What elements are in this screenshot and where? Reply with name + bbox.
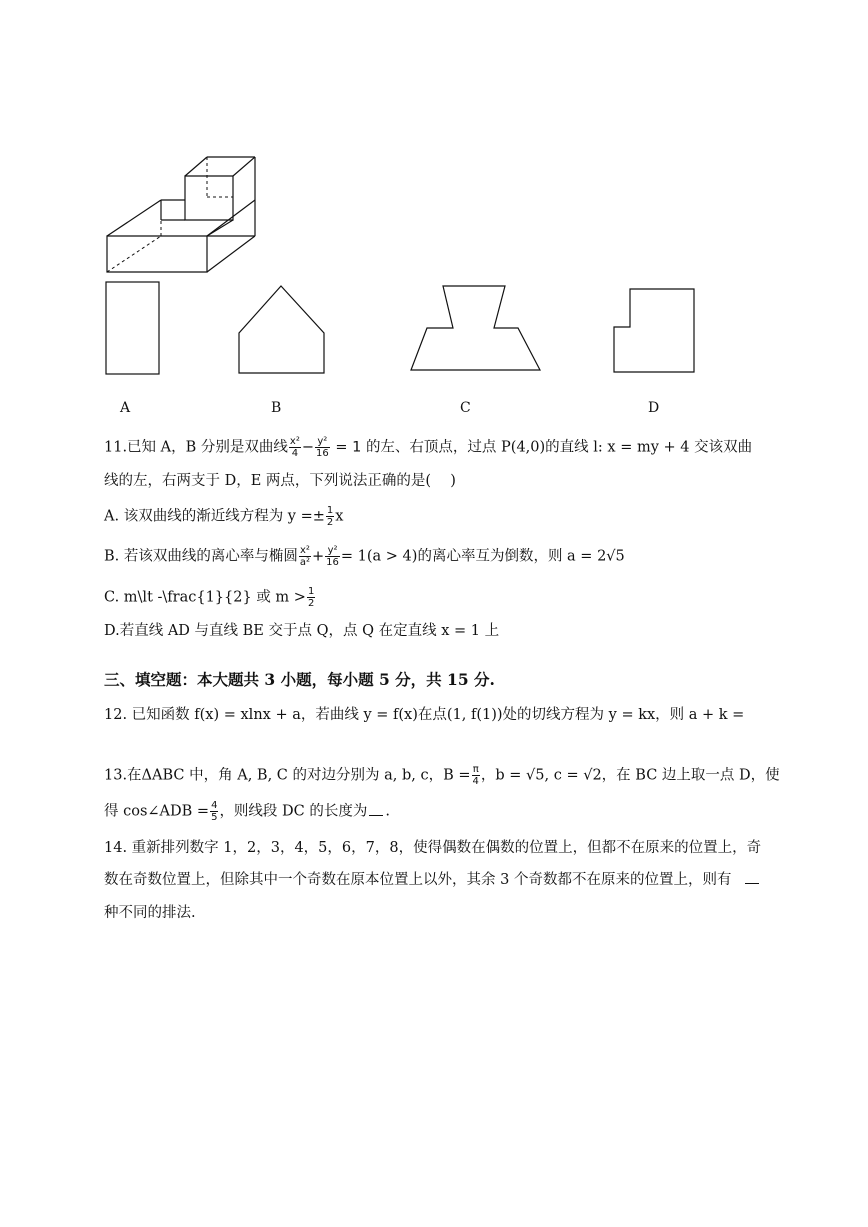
- q11-line-2: 线的左，右两支于 D，E 两点，下列说法正确的是( ): [104, 473, 456, 489]
- q11-option-b: B. 若该双曲线的离心率与椭圆 $\frac{\text{x²}}{\text{a²}}$ + $\frac{\text{y²}}{16}$ = 1(a > 4)的离心率互为倒数，则 a = 2√5: [104, 545, 625, 568]
- hyperbola-frac-y: $\frac{\text{y²}}{16}$: [316, 436, 329, 459]
- q14-line-1: 14. 重新排列数字 1，2，3，4，5，6，7，8，使得偶数在偶数的位置上，但都不在原来的位置上，奇: [104, 840, 762, 856]
- option-label-a: A: [120, 400, 131, 416]
- option-label-c: C: [460, 400, 471, 416]
- q13-line-1: 13.在ΔABC 中，角 A, B, C 的对边分别为 a, b, c，B = $\frac{\pi}{4}$ ，b = √5, c = √2，在 BC 边上取一点 D，使: [104, 764, 780, 787]
- option-d-shape: [0, 0, 868, 400]
- answer-blank: [745, 883, 759, 884]
- q11-option-c: C. m\lt -\frac{1}{2} 或 m > $\frac{1}{2}$: [104, 586, 315, 609]
- hyperbola-frac-x: $\frac{\text{x²}}{4}$: [289, 436, 300, 459]
- answer-blank: [369, 815, 383, 816]
- q11-line-1: 11.已知 A，B 分别是双曲线 $\frac{\text{x²}}{4}$ − $\frac{\text{y²}}{16}$ = 1 的左、右顶点，过点 P(4,0)的直线 l: x = my + 4 交该双曲: [104, 436, 753, 459]
- section-3-heading: 三、填空题：本大题共 3 小题，每小题 5 分，共 15 分.: [104, 670, 495, 689]
- q13-line-2: 得 cos∠ADB = $\frac{4}{5}$ ，则线段 DC 的长度为 .: [104, 800, 390, 823]
- option-label-d: D: [648, 400, 660, 416]
- option-label-b: B: [271, 400, 282, 416]
- q14-line-2: 数在奇数位置上，但除其中一个奇数在原本位置上以外，其余 3 个奇数都不在原来的位置上，则有: [104, 870, 761, 890]
- q11-option-d: D.若直线 AD 与直线 BE 交于点 Q，点 Q 在定直线 x = 1 上: [104, 623, 500, 639]
- q12-line: 12. 已知函数 f(x) = xlnx + a，若曲线 y = f(x)在点(1, f(1))处的切线方程为 y = kx，则 a + k =: [104, 707, 745, 723]
- q14-line-3: 种不同的排法.: [104, 905, 196, 921]
- q11-option-a: A. 该双曲线的渐近线方程为 y =± $\frac{1}{2}$ x: [104, 505, 344, 528]
